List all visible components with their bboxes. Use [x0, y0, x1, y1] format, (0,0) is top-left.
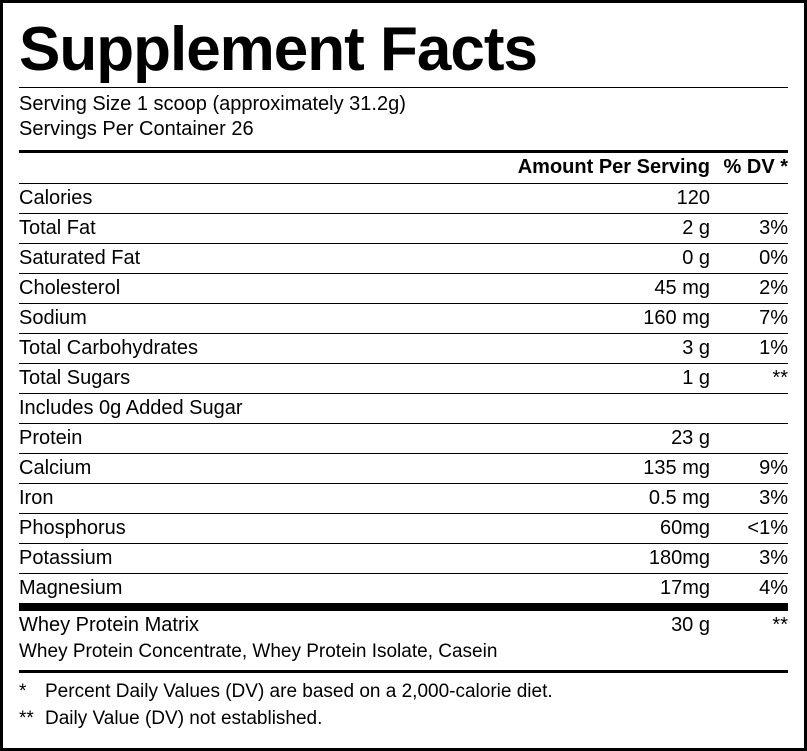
table-row: [19, 611, 788, 640]
footnote-row: [19, 705, 788, 733]
table-row: [19, 424, 788, 454]
header-amount-per-serving: Amount Per Serving: [517, 156, 710, 178]
table-header-row: [19, 153, 788, 184]
nutrient-name: Total Fat: [19, 214, 495, 244]
nutrient-amount: 60mg: [495, 514, 710, 544]
nutrient-amount: 2 g: [495, 214, 710, 244]
nutrient-name: Includes 0g Added Sugar: [19, 394, 495, 424]
footnote-mark: **: [19, 708, 34, 730]
nutrient-dv: 3%: [710, 484, 788, 514]
table-row: [19, 364, 788, 394]
nutrient-amount: 160 mg: [495, 304, 710, 334]
nutrient-dv: [710, 184, 788, 214]
servings-per-container-text: Servings Per Container 26: [19, 118, 254, 140]
table-row: [19, 274, 788, 304]
matrix-name: Whey Protein Matrix: [19, 614, 200, 636]
nutrient-amount: 3 g: [495, 334, 710, 364]
matrix-ingredients-text: Whey Protein Concentrate, Whey Protein Isolate, Casein: [19, 641, 498, 662]
table-row: [19, 304, 788, 334]
nutrient-dv: [710, 394, 788, 424]
table-row: [19, 544, 788, 574]
table-row: [19, 394, 788, 424]
nutrient-amount: 17mg: [495, 574, 710, 604]
nutrient-name: Calories: [19, 184, 495, 214]
nutrient-dv: 7%: [710, 304, 788, 334]
nutrient-amount: 45 mg: [495, 274, 710, 304]
nutrient-dv: <1%: [710, 514, 788, 544]
table-row: [19, 184, 788, 214]
table-row: [19, 334, 788, 364]
table-row: [19, 574, 788, 604]
nutrient-dv: **: [710, 364, 788, 394]
nutrient-dv: 2%: [710, 274, 788, 304]
nutrient-name: Iron: [19, 484, 495, 514]
nutrient-name: Potassium: [19, 544, 495, 574]
footnote-text: Daily Value (DV) not established.: [45, 708, 323, 730]
nutrient-name: Magnesium: [19, 574, 495, 604]
nutrient-name: Protein: [19, 424, 495, 454]
table-row: [19, 454, 788, 484]
nutrition-table: [19, 153, 788, 603]
serving-size-text: Serving Size 1 scoop (approximately 31.2g): [19, 93, 406, 115]
table-row: [19, 514, 788, 544]
table-row: [19, 484, 788, 514]
nutrient-amount: [495, 394, 710, 424]
nutrient-dv: 1%: [710, 334, 788, 364]
protein-matrix-body: [19, 611, 788, 640]
nutrient-name: Total Carbohydrates: [19, 334, 495, 364]
nutrient-name: Calcium: [19, 454, 495, 484]
matrix-amount: 30 g: [671, 614, 710, 636]
footnote-row: [19, 678, 788, 706]
nutrient-amount: 0.5 mg: [495, 484, 710, 514]
header-blank: [19, 153, 495, 184]
nutrient-dv: 4%: [710, 574, 788, 604]
table-row: [19, 214, 788, 244]
table-row: [19, 244, 788, 274]
footnote-text: Percent Daily Values (DV) are based on a 2,000-calorie diet.: [45, 680, 553, 702]
nutrient-amount: 180mg: [495, 544, 710, 574]
nutrition-table-body: [19, 153, 788, 603]
nutrient-dv: 3%: [710, 544, 788, 574]
protein-matrix-table: [19, 611, 788, 640]
nutrient-amount: 0 g: [495, 244, 710, 274]
nutrient-name: Phosphorus: [19, 514, 495, 544]
nutrient-amount: 23 g: [495, 424, 710, 454]
nutrient-dv: 0%: [710, 244, 788, 274]
nutrient-amount: 120: [495, 184, 710, 214]
divider-above-matrix: [19, 603, 788, 611]
nutrient-name: Cholesterol: [19, 274, 495, 304]
matrix-dv: **: [772, 614, 788, 636]
nutrient-name: Saturated Fat: [19, 244, 495, 274]
nutrient-name: Sodium: [19, 304, 495, 334]
nutrient-dv: [710, 424, 788, 454]
page-title: Supplement Facts: [19, 15, 537, 84]
header-percent-dv: % DV *: [723, 156, 788, 178]
footnotes: [19, 673, 788, 733]
nutrient-amount: 1 g: [495, 364, 710, 394]
nutrient-amount: 135 mg: [495, 454, 710, 484]
nutrient-dv: 3%: [710, 214, 788, 244]
nutrient-dv: 9%: [710, 454, 788, 484]
footnote-mark: *: [19, 680, 27, 702]
nutrient-name: Total Sugars: [19, 364, 495, 394]
